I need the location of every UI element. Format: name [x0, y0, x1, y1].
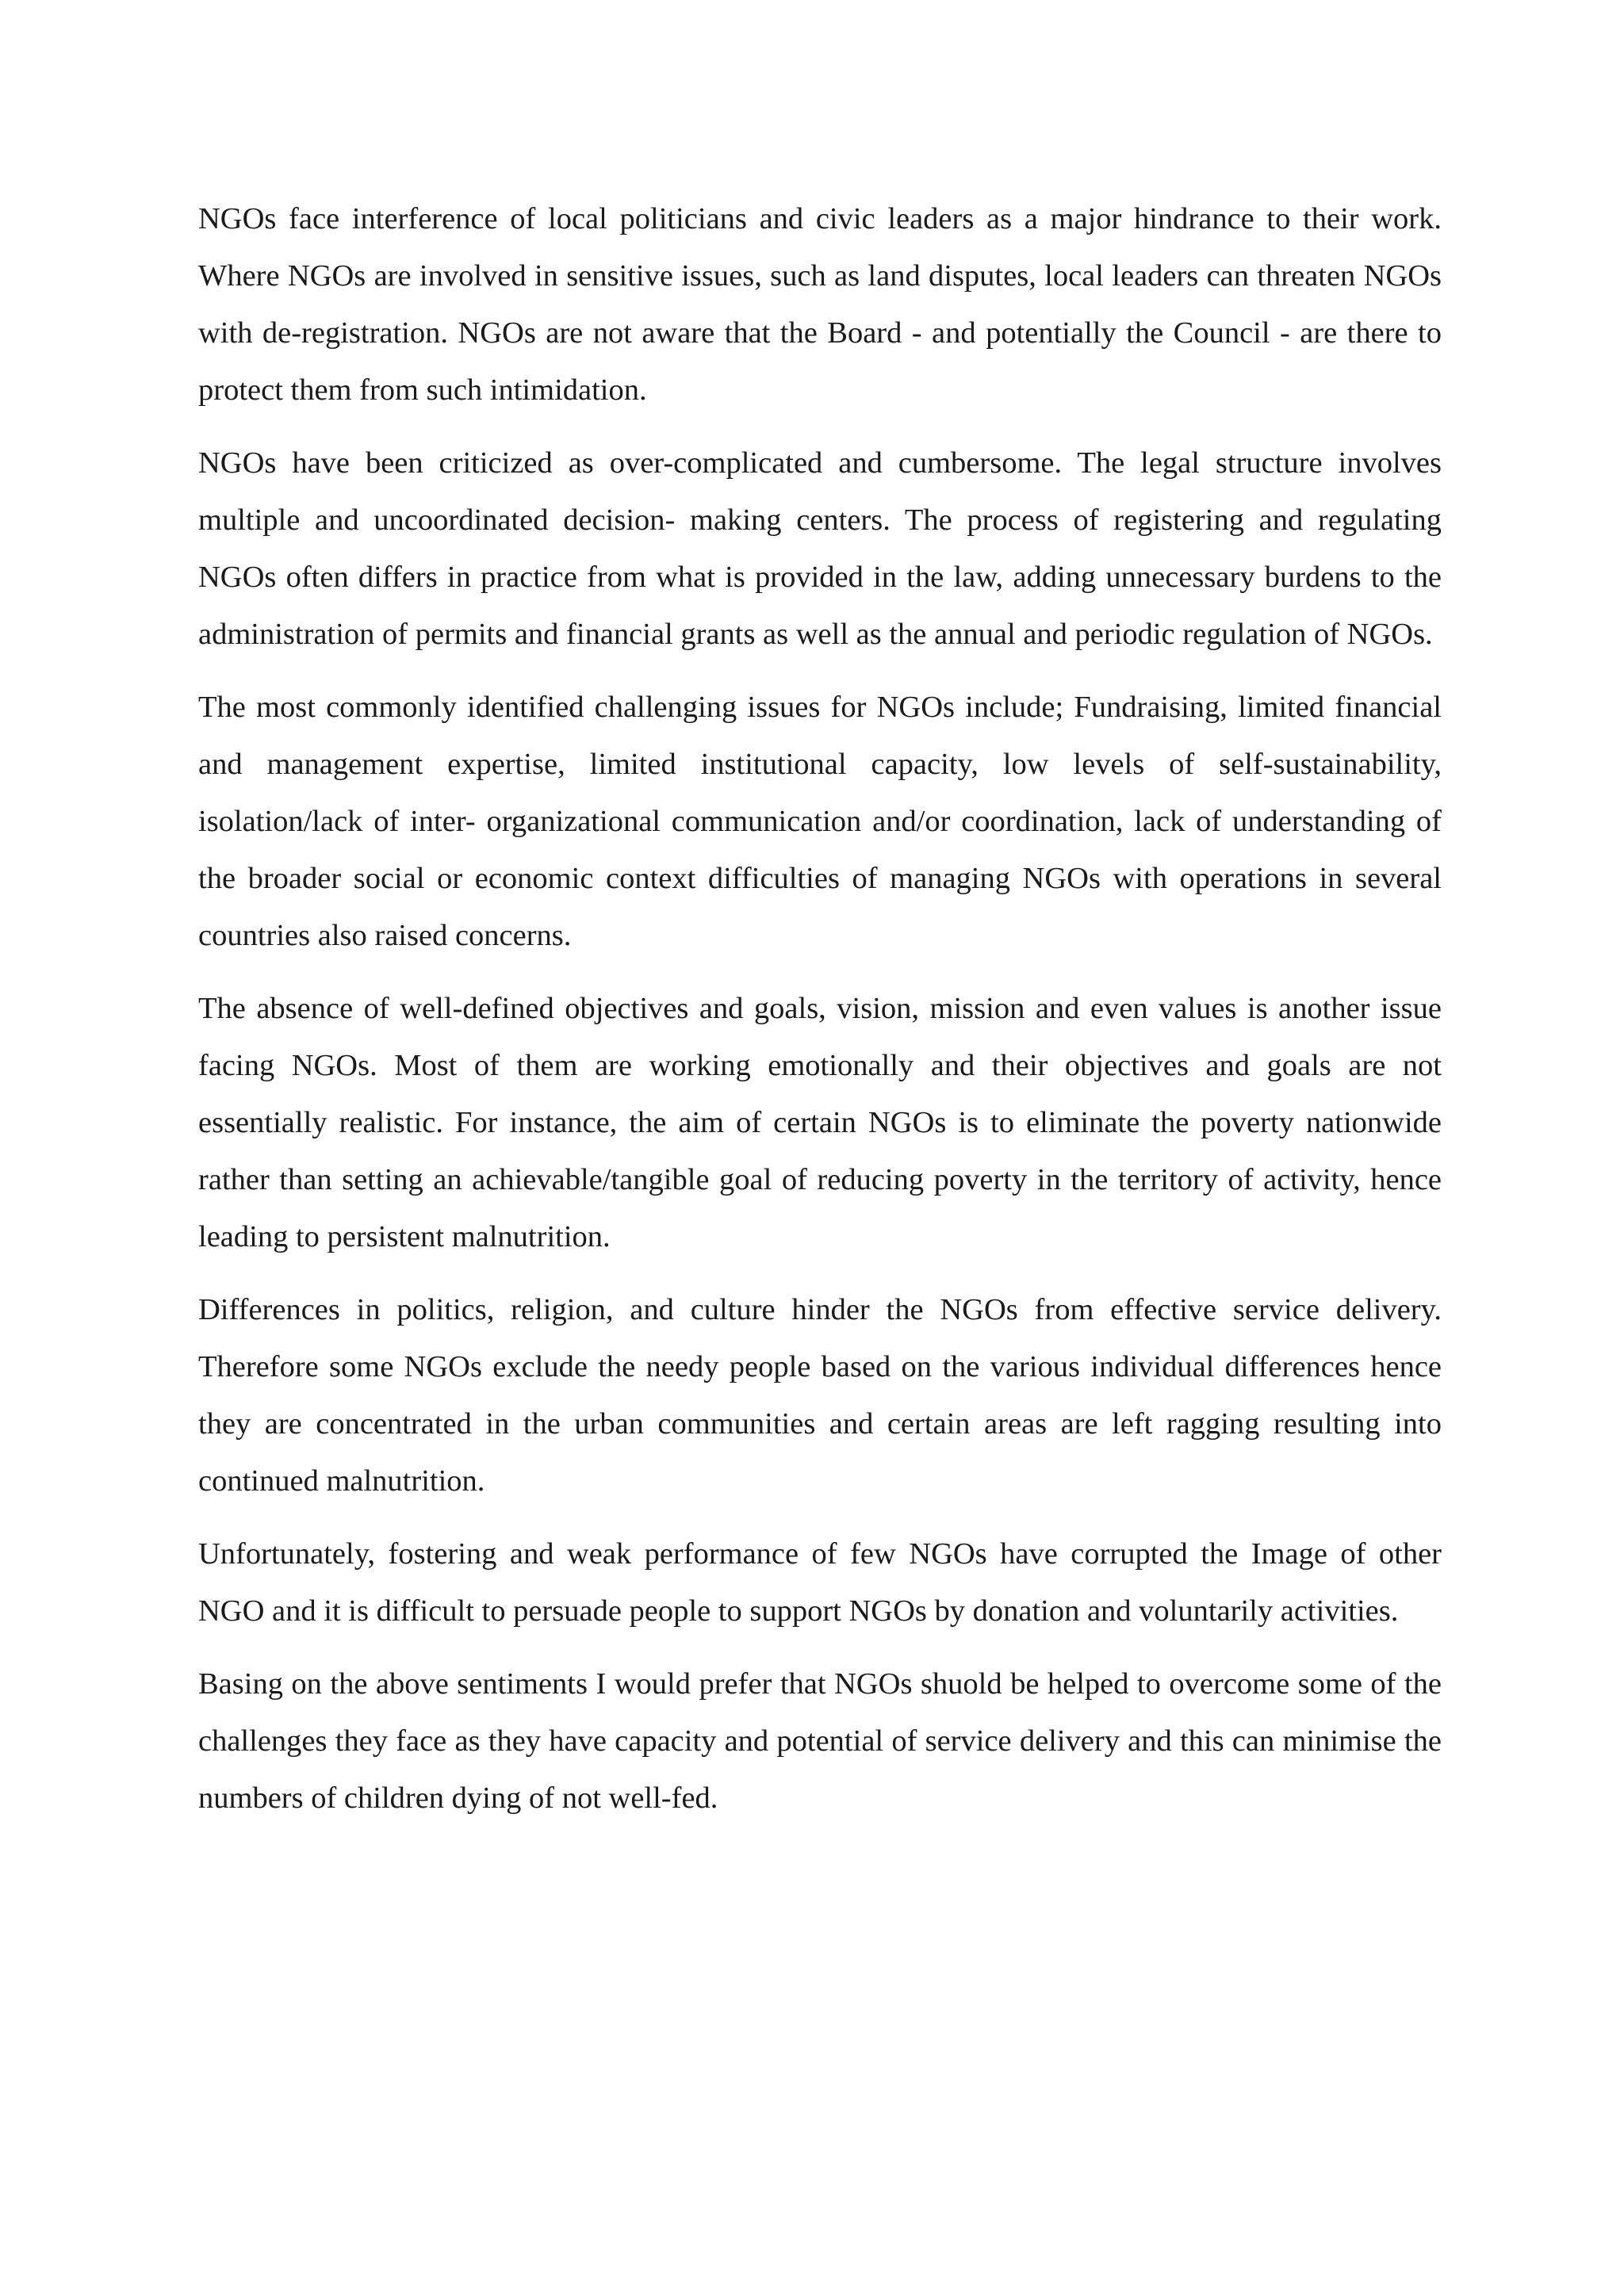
paragraph-differences: Differences in politics, religion, and culture hinder the NGOs from effective service delivery. Therefore some NGOs exclude the needy people based on the various individual differences hence they are concentrated in the urban communities and certain areas are left ragging resulting into continued malnutrition.: [198, 1293, 1442, 1498]
paragraph-image-corruption: Unfortunately, fostering and weak performance of few NGOs have corrupted the Image of other NGO and it is difficult to persuade people to support NGOs by donation and voluntarily activities.: [198, 1537, 1442, 1628]
paragraph-politician-interference: NGOs face interference of local politicians and civic leaders as a major hindrance to their work. Where NGOs are involved in sensitive issues, such as land disputes, local leaders can threaten NGOs with de-registration. NGOs are not aware that the Board - and potentially the Council - are there to protect them from such intimidation.: [198, 202, 1442, 407]
paragraph-challenging-issues: The most commonly identified challenging issues for NGOs include; Fundraising, limited financial and management expertise, limited institutional capacity, low levels of self-sustainability, isolation/lack of inter- organizational communication and/or coordination, lack of understanding of the broader social or economic context difficulties of managing NGOs with operations in several countries also raised concerns.: [198, 691, 1442, 952]
paragraph-conclusion: Basing on the above sentiments I would prefer that NGOs shuold be helped to overcome some of the challenges they face as they have capacity and potential of service delivery and this can minimise the numbers of children dying of not well-fed.: [198, 1667, 1442, 1815]
paragraph-objectives-goals: The absence of well-defined objectives and goals, vision, mission and even values is another issue facing NGOs. Most of them are working emotionally and their objectives and goals are not essentially realistic. For instance, the aim of certain NGOs is to eliminate the poverty nationwide rather than setting an achievable/tangible goal of reducing poverty in the territory of activity, hence leading to persistent malnutrition.: [198, 992, 1442, 1253]
document-body: [198, 190, 1442, 1843]
paragraph-legal-structure: NGOs have been criticized as over-complicated and cumbersome. The legal structure involves multiple and uncoordinated decision- making centers. The process of registering and regulating NGOs often differs in practice from what is provided in the law, adding unnecessary burdens to the administration of permits and financial grants as well as the annual and periodic regulation of NGOs.: [198, 446, 1442, 651]
